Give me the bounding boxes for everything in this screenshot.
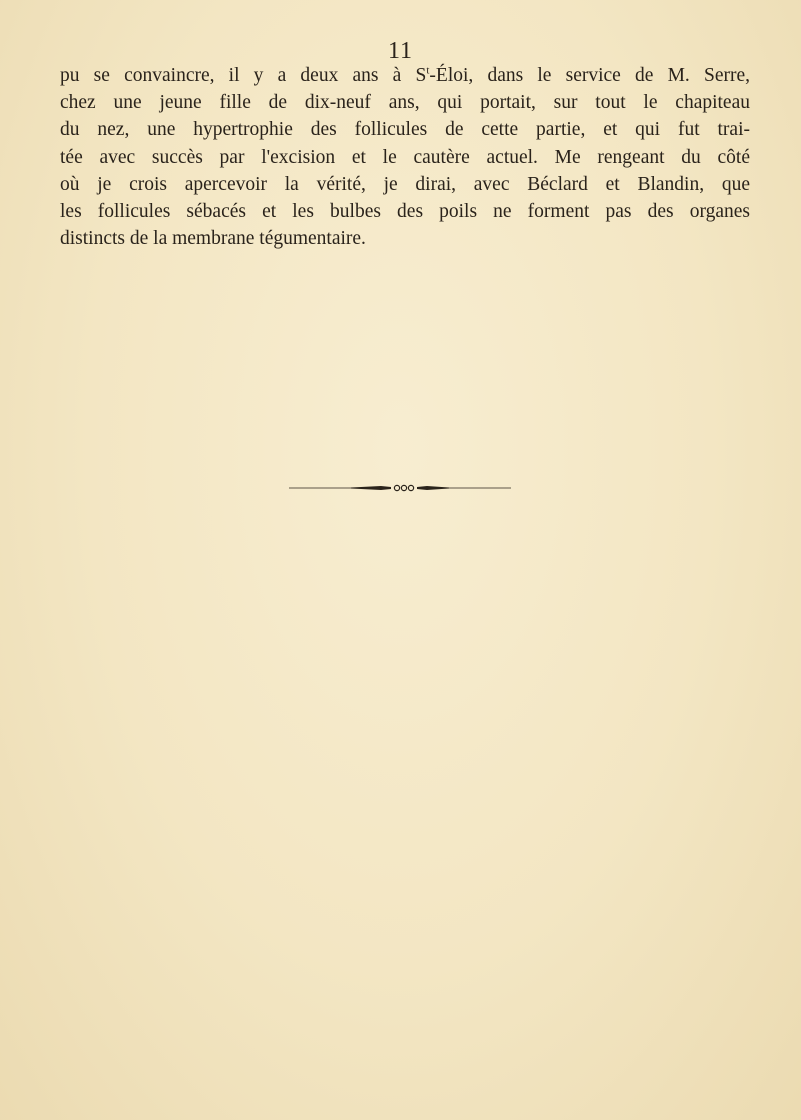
text-line-1: pu se convaincre, il y a deux ans à $S^t$-Éloi, dans le service de M. Serre, [60, 64, 750, 86]
text-line-3: du nez, une hypertrophie des follicules de cette partie, et qui fut trai- [60, 119, 750, 141]
text-line-5: où je crois apercevoir la vérité, je dirai, avec Béclard et Blandin, que [60, 173, 750, 195]
text-line-4: tée avec succès par l'excision et le cautère actuel. Me rengeant du côté [60, 146, 750, 168]
end-ornament-icon [289, 484, 511, 492]
page-number: 11 [387, 38, 414, 64]
text-line-2: chez une jeune fille de dix-neuf ans, qui portait, sur tout le chapiteau [60, 92, 750, 114]
text-line-6: les follicules sébacés et les bulbes des poils ne forment pas des organes [60, 201, 750, 223]
text-line-7: distincts de la membrane tégumentaire. [60, 228, 366, 250]
body-paragraph [60, 62, 750, 252]
